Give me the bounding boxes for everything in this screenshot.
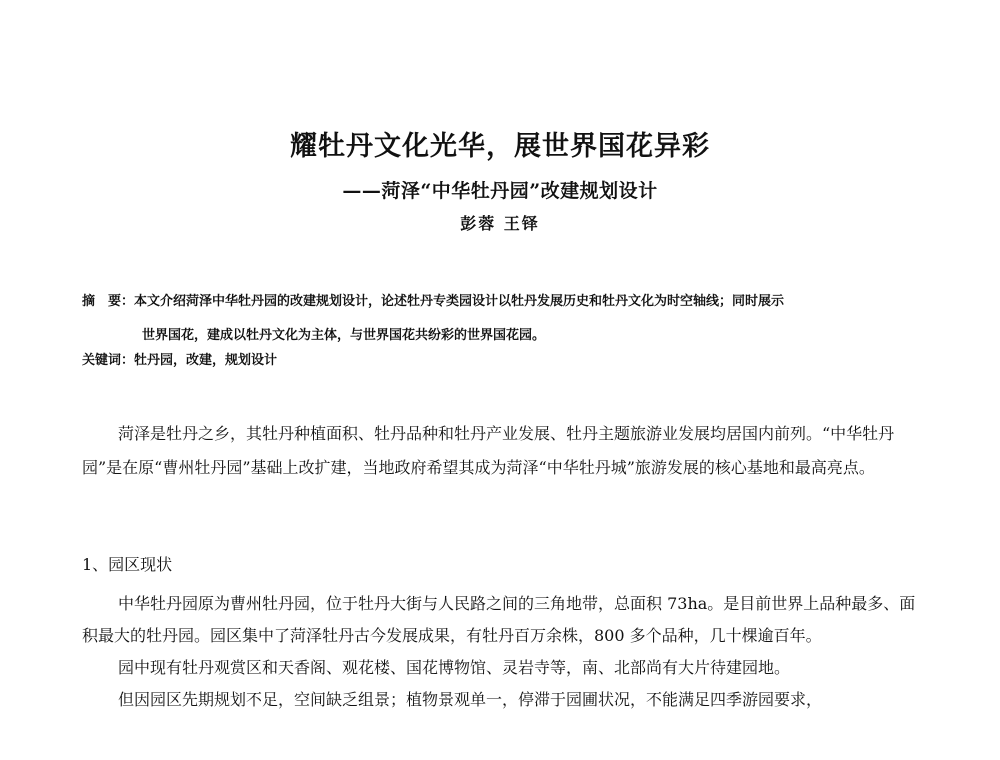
- intro-section: [82, 417, 918, 485]
- section-1-paragraph-2: 园中现有牡丹观赏区和天香阁、观花楼、国花博物馆、灵岩寺等，南、北部尚有大片待建园地。: [118, 658, 791, 677]
- section-1-body: [82, 588, 918, 716]
- abstract-text-1: 本文介绍菏泽中华牡丹园的改建规划设计，论述牡丹专类园设计以牡丹发展历史和牡丹文化为时空轴线；同时展示: [134, 294, 785, 309]
- keywords-label: 关键词：: [82, 353, 135, 368]
- authors: 彭蓉 王铎: [460, 214, 540, 233]
- abstract: [82, 285, 902, 353]
- section-1-heading: 1、园区现状: [82, 555, 173, 574]
- document-subtitle: ——菏泽“中华牡丹园”改建规划设计: [342, 180, 658, 202]
- section-1-paragraph-3: 但因园区先期规划不足，空间缺乏组景；植物景观单一，停滞于园圃状况，不能满足四季游园要求，: [118, 690, 823, 709]
- section-1-paragraph-1: 中华牡丹园原为曹州牡丹园，位于牡丹大街与人民路之间的三角地带，总面积 73ha。是目前世界上品种最多、面积最大的牡丹园。园区集中了菏泽牡丹古今发展成果，有牡丹百万余株，800 多个品种，几十棵逾百年。: [82, 594, 916, 645]
- abstract-label: 摘 要：: [82, 294, 135, 309]
- keywords: [82, 349, 902, 368]
- abstract-line-1: [82, 285, 902, 319]
- intro-paragraph: 菏泽是牡丹之乡，其牡丹种植面积、牡丹品种和牡丹产业发展、牡丹主题旅游业发展均居国内前列。“中华牡丹园”是在原“曹州牡丹园”基础上改扩建，当地政府希望其成为菏泽“中华牡丹城”旅游发展的核心基地和最高亮点。: [82, 424, 895, 477]
- keywords-text: 牡丹园，改建，规划设计: [134, 353, 278, 368]
- abstract-line-2: 世界国花，建成以牡丹文化为主体，与世界国花共纷彩的世界国花园。: [142, 328, 546, 343]
- document-title: 耀牡丹文化光华，展世界国花异彩: [290, 131, 710, 162]
